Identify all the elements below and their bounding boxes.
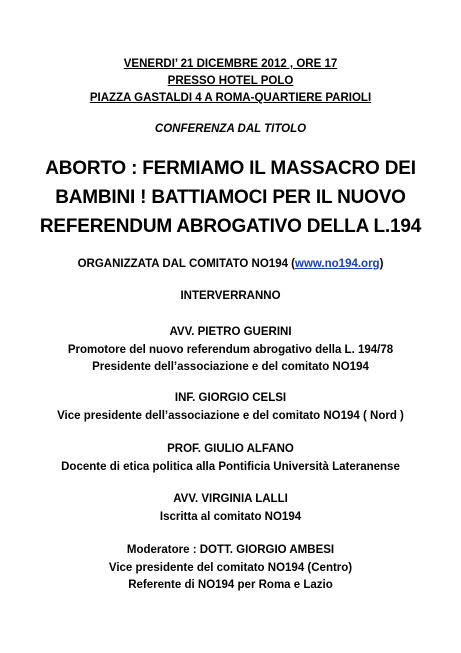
moderator-name: Moderatore : DOTT. GIORGIO AMBESI xyxy=(126,544,335,556)
speaker-role: Vice presidente del comitato NO194 (Centro) xyxy=(108,562,353,574)
organizer-link[interactable]: www.no194.org xyxy=(295,258,380,270)
speaker-role: Vice presidente dell’associazione e del comitato NO194 ( Nord ) xyxy=(57,410,404,422)
speakers-heading: INTERVERRANNO xyxy=(180,290,281,302)
speaker-block xyxy=(0,542,461,594)
event-header xyxy=(0,56,461,107)
event-address: PIAZZA GASTALDI 4 A ROMA-QUARTIERE PARIOLI xyxy=(89,92,372,104)
organizer-suffix: ) xyxy=(379,258,384,270)
title-line-2: BAMBINI ! BATTIAMOCI PER IL NUOVO xyxy=(55,187,406,208)
title-line-3: REFERENDUM ABROGATIVO DELLA L.194 xyxy=(39,216,422,237)
conference-title xyxy=(0,154,461,241)
speaker-block xyxy=(0,491,461,526)
speaker-name: AVV. VIRGINIA LALLI xyxy=(173,493,288,505)
title-line-1: ABORTO : FERMIAMO IL MASSACRO DEI xyxy=(45,158,416,179)
speaker-role: Docente di etica politica alla Pontificia Università Lateranense xyxy=(61,461,400,473)
speaker-role: Presidente dell’associazione e del comitato NO194 xyxy=(92,361,369,373)
speaker-role: Promotore del nuovo referendum abrogativo della L. 194/78 xyxy=(67,344,394,356)
speaker-name: PROF. GIULIO ALFANO xyxy=(167,443,294,455)
organizer-line xyxy=(0,258,461,270)
speaker-block xyxy=(0,324,461,376)
speaker-block xyxy=(0,441,461,476)
speaker-name: AVV. PIETRO GUERINI xyxy=(169,326,292,338)
speaker-block xyxy=(0,390,461,425)
speaker-role: Referente di NO194 per Roma e Lazio xyxy=(128,579,333,591)
speaker-name: INF. GIORGIO CELSI xyxy=(174,392,287,404)
event-date: VENERDI’ 21 DICEMBRE 2012 , ORE 17 xyxy=(123,58,338,70)
speaker-role: Iscritta al comitato NO194 xyxy=(159,511,302,523)
event-venue: PRESSO HOTEL POLO xyxy=(167,75,294,87)
conference-label: CONFERENZA DAL TITOLO xyxy=(154,123,307,135)
organizer-prefix: ORGANIZZATA DAL COMITATO NO194 ( xyxy=(77,258,296,270)
